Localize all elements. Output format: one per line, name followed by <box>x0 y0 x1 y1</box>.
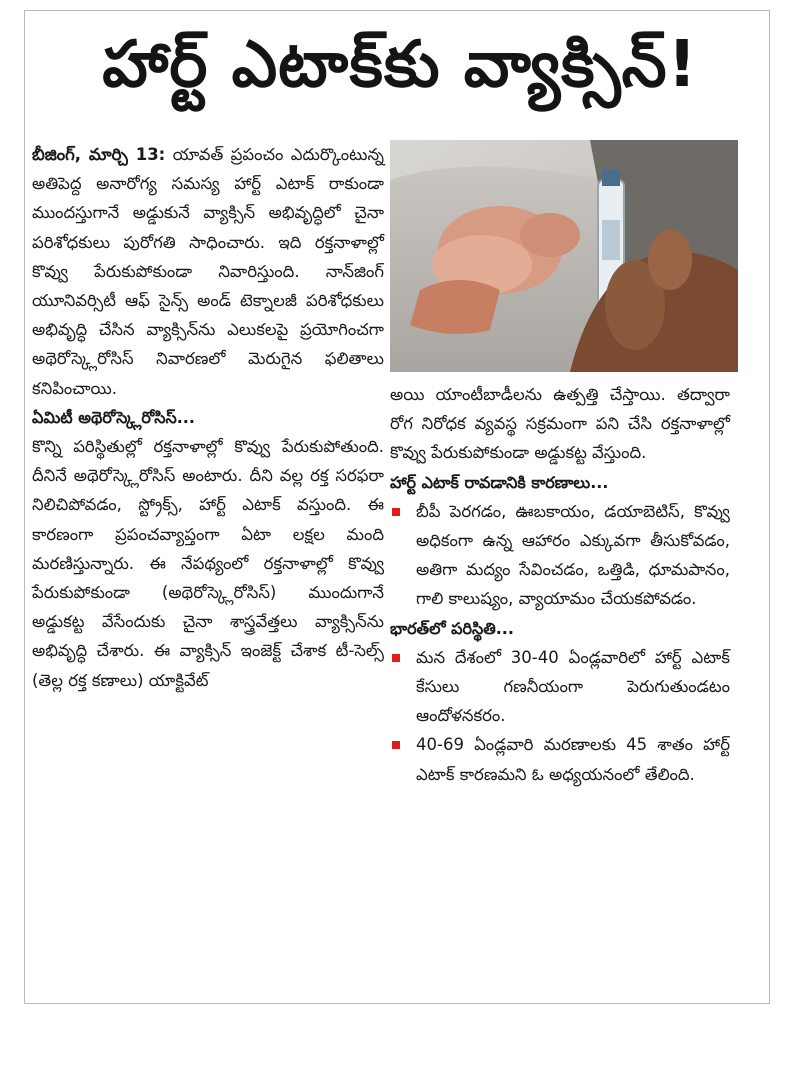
subhead-india: భారత్‌లో పరిస్థితి... <box>390 618 514 638</box>
dateline: బీజింగ్, మార్చి 13: <box>32 145 166 164</box>
causes-bullet: బీపీ పెరగడం, ఊబకాయం, డయాబెటిస్, కొవ్వు అధికంగా ఉన్న ఆహారం ఎక్కువగా తీసుకోవడం, అతిగా మద్యం సేవించడం, ఒత్తిడి, ధూమపానం, గాలి కాలుష్యం, వ్యాయామం చేయకపోవడం. <box>390 497 730 614</box>
photo-illustration <box>390 140 738 372</box>
right-column <box>390 380 730 789</box>
intro-text: యావత్ ప్రపంచం ఎదుర్కొంటున్న అతిపెద్ద అనారోగ్య సమస్య హార్ట్ ఎటాక్ రాకుండా ముందస్తుగానే అడ్డుకునే వ్యాక్సిన్ అభివృద్ధిలో చైనా పరిశోధకులు పురోగతి సాధించారు. ఇది రక్తనాళాల్లో కొవ్వు పేరుకుపోకుండా నివారిస్తుంది. నాన్‌జింగ్ యూనివర్సిటీ ఆఫ్ సైన్స్ అండ్ టెక్నాలజీ పరిశోధకులు అభివృద్ధి చేసిన వ్యాక్సిన్‌ను ఎలుకలపై ప్రయోగించగా అథెరోస్క్లెరోసిస్ నివారణలో మెరుగైన ఫలితాలు కనిపించాయి. <box>32 145 385 398</box>
continuation-paragraph: అయి యాంటీబాడీలను ఉత్పత్తి చేస్తాయి. తద్వారా రోగ నిరోధక వ్యవస్థ సక్రమంగా పని చేసి రక్తనాళాల్లో కొవ్వు పేరుకుపోకుండా అడ్డుకట్ట వేస్తుంది. <box>390 385 730 463</box>
india-bullet-1: మన దేశంలో 30-40 ఏండ్లవారిలో హార్ట్ ఎటాక్ కేసులు గణనీయంగా పెరుగుతుండటం ఆందోళనకరం. <box>390 643 730 731</box>
left-column <box>32 140 384 695</box>
heart-attack-vaccine-photo <box>390 140 738 372</box>
india-bullet-2: 40-69 ఏండ్లవారి మరణాలకు 45 శాతం హార్ట్ ఎటాక్ కారణమని ఓ అధ్యయనంలో తేలింది. <box>390 730 730 788</box>
intro-paragraph <box>32 140 384 403</box>
headline: హార్ట్ ఎటాక్‌కు వ్యాక్సిన్! <box>102 28 698 102</box>
subhead-causes: హార్ట్ ఎటాక్ రావడానికి కారణాలు... <box>390 472 609 492</box>
subhead-atherosclerosis: ఏమిటీ అథెరోస్క్లెరోసిస్... <box>32 407 195 427</box>
body-paragraph: కొన్ని పరిస్థితుల్లో రక్తనాళాల్లో కొవ్వు పేరుకుపోతుంది. దీనినే అథెరోస్క్లెరోసిస్ అంటారు. దీని వల్ల రక్త సరఫరా నిలిచిపోవడం, స్ట్రోక్స్, హార్ట్ ఎటాక్ వస్తుంది. ఈ కారణంగా ప్రపంచవ్యాప్తంగా ఏటా లక్షల మంది మరణిస్తున్నారు. ఈ నేపథ్యంలో రక్తనాళాల్లో కొవ్వు పేరుకుపోకుండా (అథెరోస్క్లెరోసిస్) ముందుగానే అడ్డుకట్ట వేసేందుకు చైనా శాస్త్రవేత్తలు వ్యాక్సిన్‌ను అభివృద్ధి చేశారు. ఈ వ్యాక్సిన్ ఇంజెక్ట్ చేశాక టీ-సెల్స్ (తెల్ల రక్త కణాలు) యాక్టివేట్ <box>32 437 384 690</box>
